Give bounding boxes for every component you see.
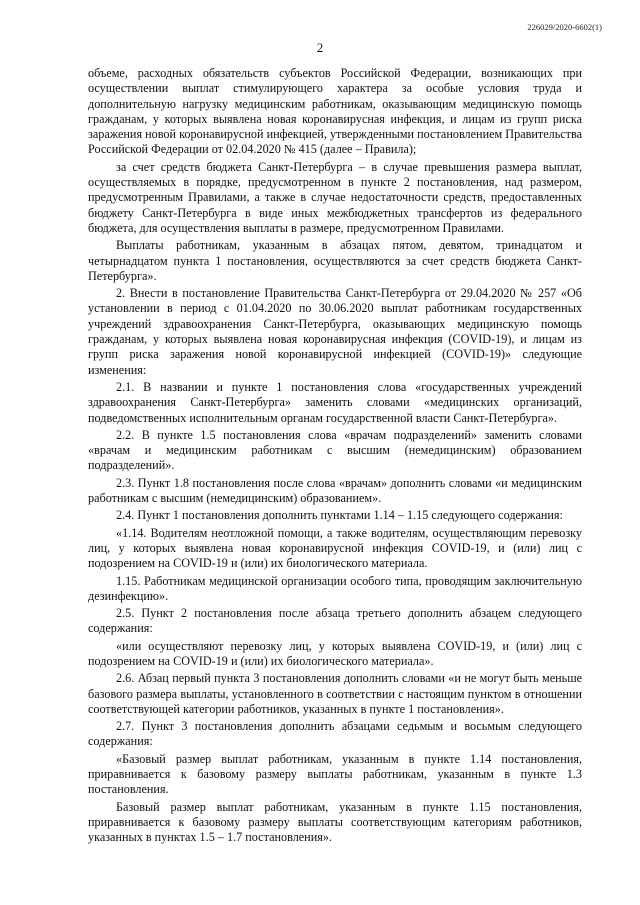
paragraph: 2.4. Пункт 1 постановления дополнить пунктами 1.14 – 1.15 следующего содержания: [116, 508, 563, 523]
paragraph: «1.14. Водителям неотложной помощи, а также водителям, осуществляющим перевозку лиц, у которых выявлена новая коронавирусной инфекция COVID-19, и (или) лиц с подозрением на COVID-19 и (или) их биологического материала. [88, 525, 582, 571]
paragraph: Базовый размер выплат работникам, указанным в пункте 1.15 постановления, приравнивается к базовому размеру выплаты соответствующим категориям работников, указанных в пунктах 1.5 – 1.7 постановления». [88, 799, 582, 845]
document-registration-number: 226029/2020-6602(1) [527, 22, 602, 32]
page-number: 2 [316, 40, 324, 55]
paragraph: 2.3. Пункт 1.8 постановления после слова «врачам» дополнить словами «и медицинским работникам с высшим (немедицинским) образованием». [88, 475, 582, 506]
paragraph: объеме, расходных обязательств субъектов Российской Федерации, возникающих при осуществлении выплат стимулирующего характера за особые условия труда и дополнительную нагрузку медицинским работникам, оказывающим медицинскую помощь гражданам, у которых выявлена новая коронавирусная инфекция, и лицам из групп риска заражения новой коронавирусной инфекцией, утвержденными постановлением Правительства Российской Федерации от 02.04.2020 № 415 (далее – Правила); [88, 66, 582, 157]
paragraph: 2.1. В названии и пункте 1 постановления слова «государственных учреждений здравоохранения Санкт-Петербурга» заменить словами «медицинских организаций, подведомственных исполнительным органам государственной власти Санкт-Петербурга». [88, 379, 582, 425]
paragraph: 2.7. Пункт 3 постановления дополнить абзацами седьмым и восьмым следующего содержания: [88, 719, 582, 749]
paragraph: за счет средств бюджета Санкт-Петербурга – в случае превышения размера выплат, осуществляемых в порядке, предусмотренном в пункте 2 постановления, над размером, предусмотренным Правилами, а также в случае недостаточности средств, предоставленных бюджету Санкт-Петербурга в виде иных межбюджетных трансфертов из федерального бюджета, для осуществления выплаты в размере, предусмотренном Правилами. [88, 159, 582, 235]
paragraph: 2. Внести в постановление Правительства Санкт-Петербурга от 29.04.2020 № 257 «Об установлении в период с 01.04.2020 по 30.06.2020 выплат работникам государственных учреждений здравоохранения Санкт-Петербурга, оказывающих медицинскую помощь гражданам, у которых выявлена новая коронавирусная инфекция (COVID-19), и лицам из групп риска заражения новой коронавирусной инфекцией (COVID-19)» следующие изменения: [88, 286, 582, 377]
document-body [88, 66, 582, 848]
paragraph: «или осуществляют перевозку лиц, у которых выявлена COVID-19, и (или) лиц с подозрением на COVID-19 и (или) их биологического материала». [88, 638, 582, 668]
paragraph: «Базовый размер выплат работникам, указанным в пункте 1.14 постановления, приравнивается к базовому размеру выплаты работникам, указанным в пункте 1.3 постановления. [88, 751, 582, 797]
paragraph: 2.2. В пункте 1.5 постановления слова «врачам подразделений» заменить словами «врачам и медицинским работникам с высшим (немедицинским) образованием подразделений». [88, 427, 582, 473]
paragraph: 2.6. Абзац первый пункта 3 постановления дополнить словами «и не могут быть меньше базового размера выплаты, установленного в соответствии с настоящим пунктом в отношении соответствующей категории работников, указанных в пункте 1 постановления». [88, 671, 582, 716]
paragraph: Выплаты работникам, указанным в абзацах пятом, девятом, тринадцатом и четырнадцатом пункта 1 постановления, осуществляются за счет средств бюджета Санкт-Петербурга». [88, 238, 582, 283]
paragraph: 1.15. Работникам медицинской организации особого типа, проводящим заключительную дезинфекцию». [88, 573, 582, 603]
paragraph: 2.5. Пункт 2 постановления после абзаца третьего дополнить абзацем следующего содержания: [88, 606, 582, 636]
